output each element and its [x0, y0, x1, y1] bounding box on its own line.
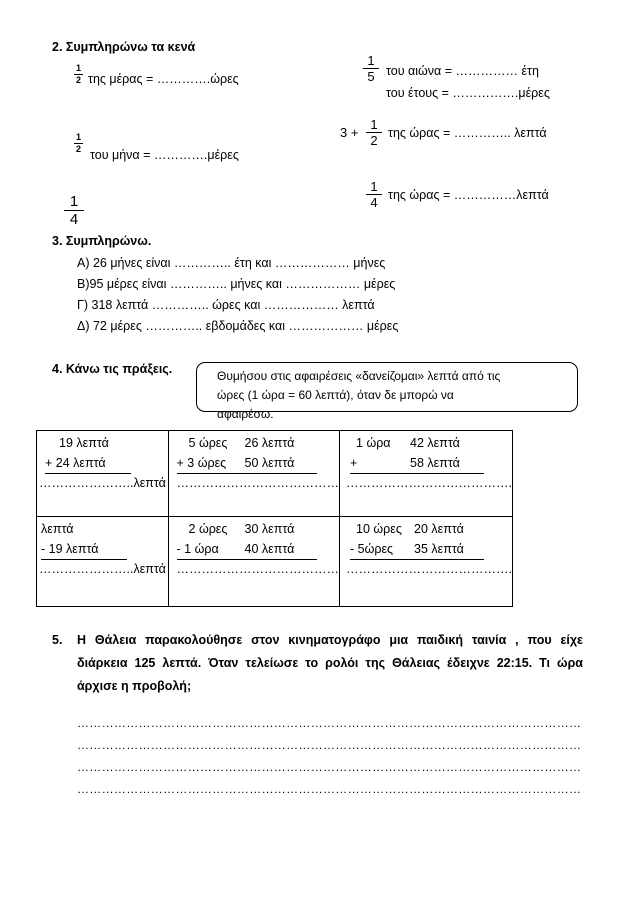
op1-line1: 19 λεπτά	[59, 436, 109, 450]
operations-table	[36, 430, 513, 607]
half-day-blank: της μέρας = ………….ώρες	[88, 72, 239, 86]
ex4-title: 4. Κάνω τις πράξεις.	[52, 362, 173, 376]
ex5-problem-text: Η Θάλεια παρακολούθησε στον κινηματογράφο μια παιδική ταινία , που είχε διάρκεια 125 λεπτά. Όταν τελείωσε το ρολόι της Θάλειας έδειχνε 22:15. Τι ώρα άρχισε η προβολή;	[77, 633, 583, 693]
op5-min-1: 30 λεπτά	[244, 522, 295, 536]
op2-min-2: 50 λεπτά	[244, 456, 295, 470]
ex3-item-c: Γ) 318 λεπτά ………….. ώρες και ……………… λεπτά	[77, 298, 375, 312]
quarter-hour-blank: της ώρας = ……………λεπτά	[388, 188, 549, 202]
ex5-number: 5.	[52, 633, 63, 647]
fraction-half-month: 1 2	[76, 132, 82, 154]
reminder-callout	[196, 362, 578, 421]
fraction-half-day: 1 2	[76, 63, 82, 85]
op6-answer[interactable]: ………………………………….	[346, 562, 512, 576]
reminder-line-3: αφαιρέσω.	[217, 407, 274, 421]
fraction-quarter-hour: 1 4	[366, 180, 382, 209]
reminder-line-2: ώρες (1 ώρα = 60 λεπτά), όταν δε μπορώ να	[217, 388, 454, 402]
op-cell-1	[37, 431, 169, 517]
op6-min-2: 35 λεπτά	[414, 542, 464, 556]
reminder-line-1: Θυμήσου στις αφαιρέσεις «δανείζομαι» λεπτά από τις	[217, 369, 501, 383]
op-cell-3	[340, 431, 513, 517]
op3-hours-2: +	[350, 456, 358, 470]
op4-line1: λεπτά	[41, 522, 74, 536]
ex3-title: 3. Συμπληρώνω.	[52, 234, 152, 248]
op6-min-1: 20 λεπτά	[414, 522, 464, 536]
op-cell-5	[168, 517, 340, 607]
op3-answer[interactable]: ………………………………….	[346, 476, 512, 490]
century-blank: του αιώνα = …………… έτη	[386, 64, 539, 78]
whole-three: 3 +	[340, 125, 359, 140]
op5-hours-2: - 1 ώρα	[176, 542, 219, 556]
op-cell-2	[168, 431, 340, 517]
op-cell-4	[37, 517, 169, 607]
ex3-item-d: Δ) 72 μέρες ………….. εβδομάδες και ……………… μέρες	[77, 319, 399, 333]
op2-hours-1: 5 ώρες	[188, 436, 228, 450]
answer-line-4[interactable]: ……………………………………………………………………………………………………………	[77, 782, 582, 796]
answer-line-3[interactable]: ……………………………………………………………………………………………………………	[77, 760, 582, 774]
op2-hours-2: + 3 ώρες	[176, 456, 227, 470]
ex2-title: 2. Συμπληρώνω τα κενά	[52, 40, 196, 54]
op2-min-1: 26 λεπτά	[244, 436, 295, 450]
op5-min-2: 40 λεπτά	[244, 542, 295, 556]
answer-line-2[interactable]: ……………………………………………………………………………………………………………	[77, 738, 582, 752]
answer-line-1[interactable]: ……………………………………………………………………………………………………………	[77, 716, 582, 730]
op6-hours-2: - 5ώρες	[350, 542, 394, 556]
ex3-item-a: Α) 26 μήνες είναι ………….. έτη και ……………… μήνες	[77, 256, 386, 270]
op3-hours-1: 1 ώρα	[356, 436, 391, 450]
op1-answer[interactable]: …………………..λεπτά	[39, 476, 166, 490]
fraction-quarter: 1 4	[64, 194, 84, 227]
op-cell-6	[340, 517, 513, 607]
op3-min-2: 58 λεπτά	[410, 456, 460, 470]
op5-hours-1: 2 ώρες	[188, 522, 228, 536]
op4-line2: - 19 λεπτά	[41, 539, 127, 560]
ex3-item-b: Β)95 μέρες είναι ………….. μήνες και ……………… μέρες	[77, 277, 396, 291]
op3-min-1: 42 λεπτά	[410, 436, 460, 450]
op1-line2: + 24 λεπτά	[45, 453, 131, 474]
half-hour-blank: της ώρας = ………….. λεπτά	[388, 126, 547, 140]
half-month-blank: του μήνα = ………….μέρες	[90, 148, 239, 162]
year-blank: του έτους = …………….μέρες	[386, 86, 550, 100]
op5-answer[interactable]: …………………………………	[176, 562, 340, 576]
op6-hours-1: 10 ώρες	[356, 522, 402, 536]
op4-answer[interactable]: …………………..λεπτά	[39, 562, 166, 576]
fraction-half-hour: 1 2	[366, 118, 382, 147]
fraction-fifth: 1 5	[363, 54, 379, 83]
op2-answer[interactable]: …………………………………	[176, 476, 340, 490]
